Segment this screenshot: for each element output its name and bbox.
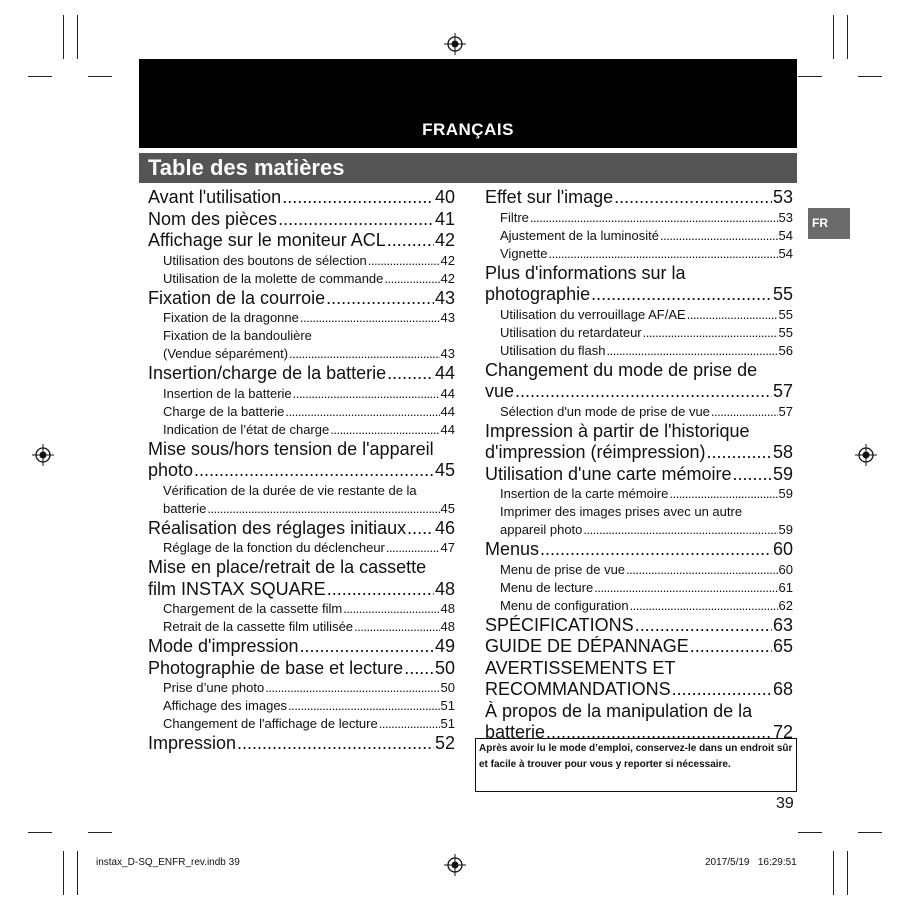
toc-entry-title: Sélection d'un mode de prise de vue: [500, 403, 710, 419]
crop-mark: [28, 76, 52, 77]
toc-subentry[interactable]: [485, 485, 793, 503]
dot-leader: [660, 227, 778, 245]
toc-page-number: 46: [434, 517, 455, 538]
toc-page-number: 68: [772, 679, 793, 699]
dot-leader: [282, 187, 434, 209]
toc-page-number: 43: [440, 310, 455, 325]
dot-leader: [594, 579, 777, 597]
toc-entry-title: Affichage des images: [163, 698, 288, 713]
toc-entry[interactable]: [148, 733, 455, 755]
toc-page-number: 43: [434, 287, 455, 308]
toc-entry[interactable]: [148, 439, 455, 482]
toc-subentry[interactable]: [485, 579, 793, 597]
toc-entry-title: Changement de l'affichage de lecture: [163, 716, 378, 731]
crop-mark: [63, 851, 64, 895]
toc-entry[interactable]: [148, 518, 455, 540]
toc-entry[interactable]: [148, 557, 455, 600]
dot-leader: [386, 539, 440, 557]
toc-entry[interactable]: [148, 363, 455, 385]
dot-leader: [327, 579, 434, 601]
toc-entry[interactable]: [148, 209, 455, 231]
dot-leader: [711, 403, 778, 421]
language-header-bar: [139, 59, 797, 148]
toc-page-number: 53: [772, 187, 793, 207]
dot-leader: [690, 636, 772, 658]
dot-leader: [288, 697, 439, 715]
registration-mark-icon: [855, 444, 877, 466]
dot-leader: [515, 381, 772, 403]
dot-leader: [194, 460, 434, 482]
toc-entry-title: Effet sur l'image: [485, 187, 614, 207]
crop-mark: [88, 832, 112, 833]
toc-page-number: 42: [440, 252, 455, 268]
toc-entry-title: Menus: [485, 539, 540, 559]
toc-entry-title: Mode d'impression: [148, 636, 299, 656]
toc-entry-text-line: À propos de la manipulation de la: [485, 700, 753, 721]
toc-entry-title: Ajustement de la luminosité: [500, 227, 659, 243]
crop-mark: [833, 851, 834, 895]
toc-subentry[interactable]: [485, 403, 793, 421]
toc-page-number: 42: [440, 270, 455, 286]
toc-page-number: 60: [772, 539, 793, 559]
toc-subentry[interactable]: [148, 309, 455, 327]
toc-subentry[interactable]: [485, 227, 793, 245]
toc-page-number: 48: [434, 578, 455, 599]
toc-page-number: 44: [440, 403, 455, 419]
toc-subentry[interactable]: [148, 421, 455, 439]
toc-entry-title: Filtre: [500, 209, 529, 225]
toc-entry-title: batterie: [485, 722, 546, 742]
dot-leader: [354, 618, 440, 636]
toc-subentry[interactable]: [485, 306, 793, 324]
toc-entry[interactable]: [148, 288, 455, 310]
toc-entry[interactable]: [485, 658, 793, 701]
toc-entry-text-line: AVERTISSEMENTS ET: [485, 657, 676, 678]
dot-leader: [237, 733, 434, 755]
toc-page-number: 55: [778, 324, 793, 340]
dot-leader: [368, 252, 440, 270]
toc-entry-title: Retrait de la cassette film utilisée: [163, 619, 354, 634]
toc-entry[interactable]: [148, 230, 455, 252]
toc-page-number: 43: [440, 346, 455, 361]
dot-leader: [379, 715, 440, 733]
dot-leader: [387, 363, 434, 385]
toc-subentry[interactable]: [148, 327, 455, 363]
dot-leader: [326, 288, 434, 310]
toc-entry-title: Utilisation d'une carte mémoire: [485, 463, 732, 484]
toc-entry-title: Menu de configuration: [500, 597, 629, 613]
toc-entry-title: Insertion de la batterie: [163, 385, 292, 401]
dot-leader: [707, 442, 772, 464]
dot-leader: [626, 561, 778, 579]
toc-subentry[interactable]: [485, 342, 793, 360]
toc-entry[interactable]: [485, 615, 793, 637]
language-title: FRANÇAIS: [422, 120, 514, 139]
toc-left-column: [148, 187, 455, 755]
toc-page-number: 40: [434, 187, 455, 207]
dot-leader: [607, 342, 778, 360]
dot-leader: [630, 597, 778, 615]
toc-entry-title: Réalisation des réglages initiaux: [148, 517, 407, 538]
toc-page-number: 61: [778, 579, 793, 595]
toc-entry[interactable]: [485, 187, 793, 209]
dot-leader: [614, 187, 772, 209]
toc-entry[interactable]: [148, 187, 455, 209]
dot-leader: [407, 518, 434, 540]
toc-entry-text-line: Imprimer des images prises avec un autre: [500, 504, 743, 519]
dot-leader: [635, 615, 772, 637]
crop-mark: [88, 76, 112, 77]
toc-page-number: 55: [778, 306, 793, 322]
toc-page-number: 65: [772, 636, 793, 656]
toc-page-number: 50: [434, 657, 455, 678]
toc-subentry[interactable]: [148, 715, 455, 733]
toc-page-number: 44: [434, 363, 455, 383]
toc-entry-title: Indication de l’état de charge: [163, 421, 330, 437]
toc-page-number: 63: [772, 614, 793, 635]
dot-leader: [285, 403, 439, 421]
toc-subentry[interactable]: [148, 482, 455, 518]
registration-mark-icon: [32, 444, 54, 466]
toc-subentry[interactable]: [148, 679, 455, 697]
crop-mark: [833, 15, 834, 59]
toc-entry-text-line: Fixation de la bandoulière: [163, 328, 312, 343]
dot-leader: [289, 345, 440, 363]
toc-page-number: 42: [434, 230, 455, 250]
toc-title-band: [139, 153, 797, 183]
dot-leader: [343, 600, 439, 618]
toc-page-number: 51: [440, 716, 455, 731]
dot-leader: [207, 500, 439, 518]
dot-leader: [330, 421, 439, 439]
toc-subentry[interactable]: [148, 385, 455, 403]
crop-mark: [847, 15, 848, 59]
registration-mark-icon: [444, 854, 466, 876]
dot-leader: [278, 209, 434, 231]
toc-page-number: 57: [778, 403, 793, 419]
dot-leader: [384, 270, 439, 288]
toc-entry[interactable]: [485, 464, 793, 486]
toc-page-number: 54: [778, 227, 793, 243]
toc-subentry[interactable]: [148, 600, 455, 618]
toc-entry-title: photographie: [485, 284, 591, 304]
toc-subentry[interactable]: [148, 252, 455, 270]
toc-subentry[interactable]: [148, 270, 455, 288]
toc-entry-title: Utilisation du verrouillage AF/AE: [500, 306, 686, 322]
toc-entry-title: Affichage sur le moniteur ACL: [148, 230, 386, 250]
crop-mark: [858, 76, 882, 77]
registration-mark-icon: [444, 33, 466, 55]
toc-page-number: 44: [440, 385, 455, 401]
toc-entry[interactable]: [485, 421, 793, 464]
toc-page-number: 49: [434, 636, 455, 656]
print-slug-file: instax_D-SQ_ENFR_rev.indb 39: [96, 857, 240, 868]
toc-title: Table des matières: [148, 155, 345, 180]
toc-entry-title: Réglage de la fonction du déclencheur: [163, 540, 385, 555]
toc-entry-title: Insertion de la carte mémoire: [500, 486, 669, 501]
crop-mark: [77, 15, 78, 59]
toc-entry-title: Menu de prise de vue: [500, 561, 626, 577]
dot-leader: [300, 636, 434, 658]
toc-page-number: 56: [778, 342, 793, 358]
toc-entry[interactable]: [148, 636, 455, 658]
crop-mark: [858, 832, 882, 833]
toc-page-number: 52: [434, 733, 455, 753]
toc-entry-text-line: Impression à partir de l'historique: [485, 420, 750, 441]
toc-right-column: [485, 187, 793, 744]
toc-page-number: 62: [778, 597, 793, 613]
print-slug-datetime: 2017/5/19 16:29:51: [705, 857, 797, 868]
toc-entry-title: d'impression (réimpression): [485, 442, 706, 462]
dot-leader: [672, 679, 772, 701]
toc-entry-title: Impression: [148, 733, 237, 753]
dot-leader: [733, 464, 772, 486]
crop-mark: [798, 76, 822, 77]
dot-leader: [404, 658, 434, 680]
toc-entry-title: appareil photo: [500, 522, 583, 537]
toc-page-number: 47: [440, 540, 455, 555]
crop-mark: [798, 832, 822, 833]
toc-page-number: 58: [772, 442, 793, 462]
toc-entry-title: Menu de lecture: [500, 579, 594, 595]
dot-leader: [530, 209, 778, 227]
toc-entry-title: Prise d’une photo: [163, 680, 265, 695]
toc-entry[interactable]: [485, 636, 793, 658]
toc-entry-title: Utilisation du flash: [500, 342, 606, 358]
toc-entry-title: photo: [148, 460, 194, 480]
toc-entry-title: Charge de la batterie: [163, 403, 285, 419]
toc-subentry[interactable]: [485, 561, 793, 579]
toc-entry-text-line: Mise en place/retrait de la cassette: [148, 557, 427, 577]
toc-subentry[interactable]: [148, 539, 455, 557]
toc-entry-title: film INSTAX SQUARE: [148, 578, 326, 599]
crop-mark: [63, 15, 64, 59]
toc-entry-title: Nom des pièces: [148, 208, 278, 229]
toc-subentry[interactable]: [485, 597, 793, 615]
toc-entry-title: Fixation de la courroie: [148, 287, 326, 308]
toc-entry[interactable]: [485, 539, 793, 561]
dot-leader: [548, 245, 777, 263]
toc-page-number: 60: [778, 561, 793, 577]
page-number: 39: [776, 795, 794, 812]
toc-page-number: 72: [772, 722, 793, 742]
toc-entry-title: batterie: [163, 500, 207, 516]
toc-entry-title: Chargement de la cassette film: [163, 601, 343, 616]
toc-page-number: 51: [440, 698, 455, 713]
toc-subentry[interactable]: [485, 245, 793, 263]
toc-page-number: 48: [440, 619, 455, 634]
toc-page-number: 59: [772, 463, 793, 484]
toc-entry-title: RECOMMANDATIONS: [485, 679, 671, 699]
toc-entry[interactable]: [148, 658, 455, 680]
dot-leader: [687, 306, 778, 324]
dot-leader: [387, 230, 434, 252]
toc-entry-text-line: Plus d'informations sur la: [485, 262, 686, 283]
toc-entry-title: Fixation de la dragonne: [163, 310, 299, 325]
toc-page-number: 41: [434, 208, 455, 229]
toc-entry-title: Vignette: [500, 245, 548, 261]
toc-subentry[interactable]: [485, 503, 793, 539]
toc-entry-title: (Vendue séparément): [163, 346, 289, 361]
crop-mark: [77, 851, 78, 895]
crop-mark: [28, 832, 52, 833]
toc-page-number: 55: [772, 284, 793, 304]
toc-subentry[interactable]: [485, 209, 793, 227]
toc-entry-title: Insertion/charge de la batterie: [148, 363, 387, 383]
toc-entry-title: Utilisation des boutons de sélection: [163, 252, 367, 268]
dot-leader: [540, 539, 772, 561]
dot-leader: [669, 485, 777, 503]
dot-leader: [591, 284, 772, 306]
toc-page-number: 59: [778, 486, 793, 501]
toc-entry-title: Utilisation du retardateur: [500, 324, 642, 340]
toc-entry-title: Photographie de base et lecture: [148, 657, 404, 678]
toc-entry-title: vue: [485, 381, 515, 401]
toc-page-number: 50: [440, 680, 455, 695]
toc-entry-title: GUIDE DE DÉPANNAGE: [485, 636, 689, 656]
dot-leader: [643, 324, 778, 342]
dot-leader: [293, 385, 440, 403]
toc-entry-title: Utilisation de la molette de commande: [163, 270, 384, 286]
toc-entry-text-line: Mise sous/hors tension de l'appareil: [148, 438, 434, 459]
crop-mark: [847, 851, 848, 895]
toc-subentry[interactable]: [148, 403, 455, 421]
toc-page-number: 45: [434, 460, 455, 480]
toc-entry-text-line: Changement du mode de prise de: [485, 359, 758, 380]
dot-leader: [583, 521, 777, 539]
toc-page-number: 48: [440, 601, 455, 616]
toc-subentry[interactable]: [148, 697, 455, 715]
toc-page-number: 53: [778, 209, 793, 225]
toc-subentry[interactable]: [485, 324, 793, 342]
toc-subentry[interactable]: [148, 618, 455, 636]
keep-manual-note: Après avoir lu le mode d’emploi, conservez-le dans un endroit sûr et facile à trouver pour vous y reporter si nécessaire.: [475, 738, 797, 792]
toc-entry[interactable]: [485, 263, 793, 306]
toc-page-number: 57: [772, 381, 793, 401]
toc-page-number: 44: [440, 421, 455, 437]
toc-entry-title: SPÉCIFICATIONS: [485, 614, 634, 635]
toc-entry-title: Avant l'utilisation: [148, 187, 282, 207]
dot-leader: [300, 309, 440, 327]
toc-page-number: 45: [440, 500, 455, 516]
toc-entry-text-line: Vérification de la durée de vie restante de la: [163, 482, 417, 498]
dot-leader: [265, 679, 439, 697]
toc-page-number: 59: [778, 522, 793, 537]
toc-entry[interactable]: [485, 360, 793, 403]
toc-page-number: 54: [778, 245, 793, 261]
language-tab-fr: FR: [808, 208, 850, 239]
